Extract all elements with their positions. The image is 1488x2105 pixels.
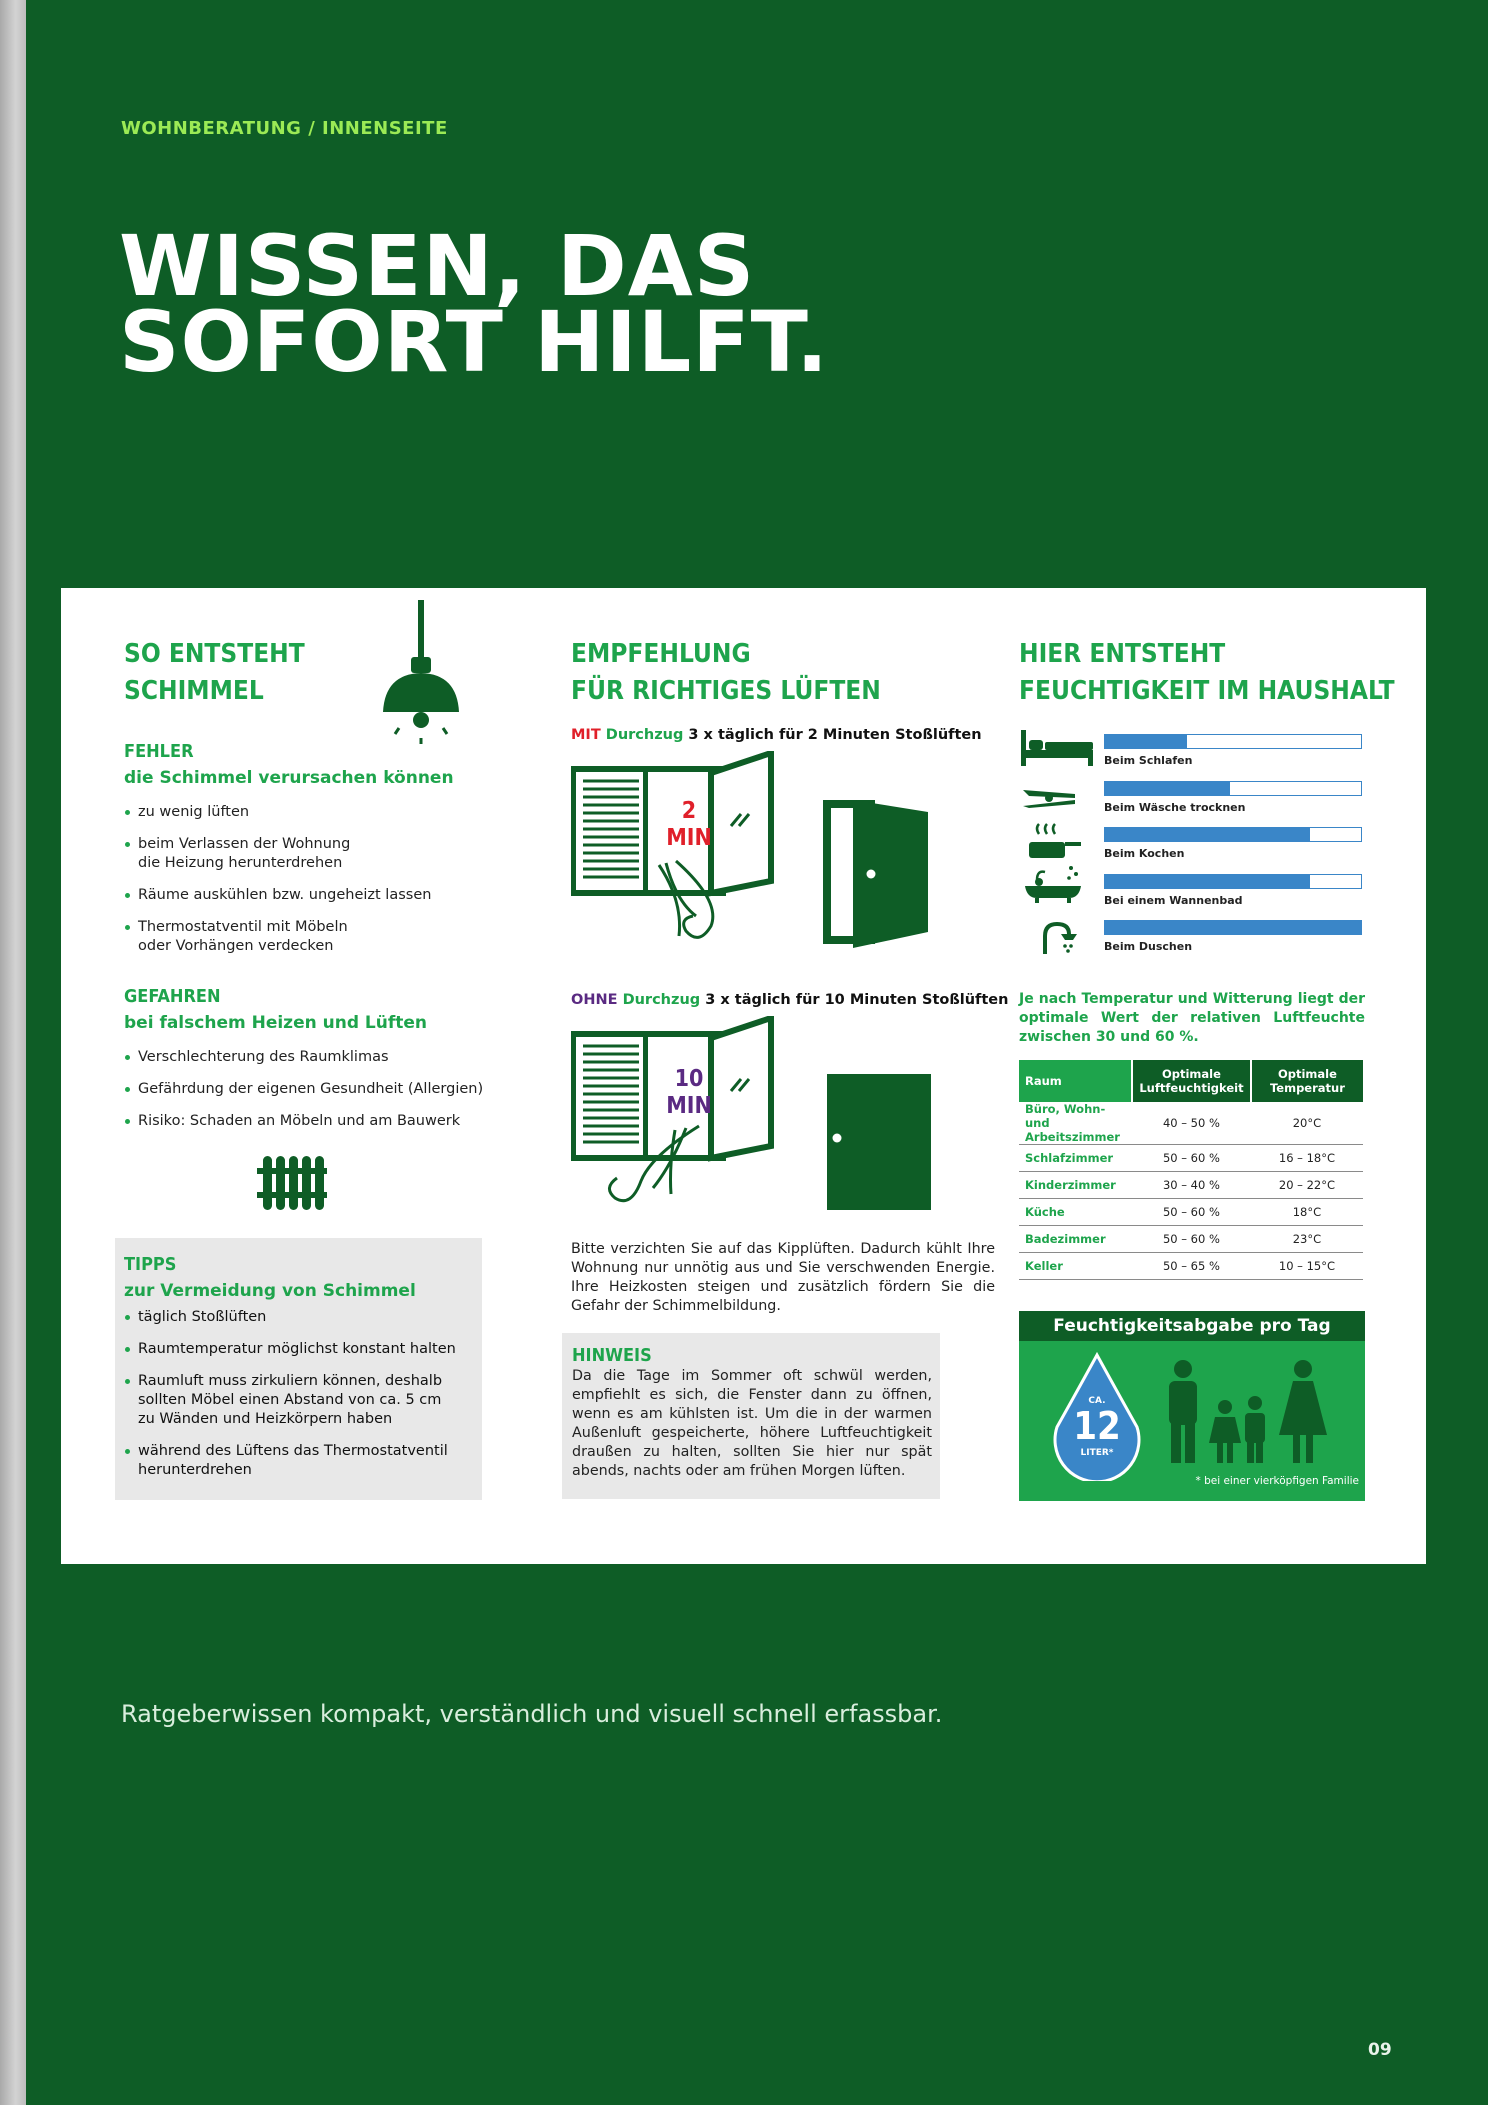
fehler-subheading: die Schimmel verursachen können: [124, 768, 454, 788]
hinweis-text: Da die Tage im Sommer oft schwül werden, empfiehlt es sich, die Fenster dann zu öffnen, wenn es am kühlsten ist. Um die in der warmen Außenluft gespeicherte, höhere Luftfeuchtigkeit draußen zu halten, sollten Sie hier nur spät abends, nachts oder am frühen Morgen lüften.: [572, 1368, 932, 1479]
moisture-bar-label: Beim Wäsche trocknen: [1104, 801, 1246, 814]
infographic-panel: [61, 588, 1426, 1564]
tipps-heading: TIPPS: [124, 1254, 177, 1275]
list-item: beim Verlassen der Wohnung die Heizung herunterdrehen: [124, 835, 454, 873]
luftfeuchte-note: Je nach Temperatur und Witterung liegt der optimale Wert der relativen Luftfeuchte zwischen 30 und 60 %.: [1019, 991, 1365, 1045]
table-row: [1019, 1226, 1363, 1253]
moisture-bar-fill: [1105, 921, 1361, 934]
list-item: Gefährdung der eigenen Gesundheit (Allergien): [124, 1080, 483, 1099]
table-cell: 50 – 65 %: [1132, 1253, 1251, 1280]
table-cell: Schlafzimmer: [1019, 1145, 1132, 1172]
table-header: Optimale Luftfeuchtigkeit: [1132, 1060, 1251, 1102]
table-header: Optimale Temperatur: [1251, 1060, 1363, 1102]
list-item: Thermostatventil mit Möbeln oder Vorhängen verdecken: [124, 918, 454, 956]
table-cell: 23°C: [1251, 1226, 1363, 1253]
table-cell: Keller: [1019, 1253, 1132, 1280]
mit-timer-label: 2 MIN: [666, 798, 712, 851]
table-cell: 20 – 22°C: [1251, 1172, 1363, 1199]
section-kicker: WOHNBERATUNG / INNENSEITE: [121, 118, 448, 139]
liter-value: CA. 12 LITER*: [1073, 1396, 1121, 1458]
tipps-box: [115, 1238, 482, 1500]
page-tagline: Ratgeberwissen kompakt, verständlich und visuell schnell erfassbar.: [121, 1700, 943, 1728]
list-item: täglich Stoßlüften: [124, 1308, 456, 1327]
kippluften-paragraph: Bitte verzichten Sie auf das Kipplüften. Dadurch kühlt Ihre Wohnung nur unnötig aus und Sie verschwenden Energie. Ihre Heizkosten steigen und zusätzlich fördern Sie die Gefahr der Schimmelbildung.: [571, 1241, 995, 1314]
list-item: Räume auskühlen bzw. ungeheizt lassen: [124, 886, 454, 905]
table-row: [1019, 1172, 1363, 1199]
feuchtigkeitsabgabe-box: [1019, 1311, 1365, 1501]
page-headline: [119, 217, 830, 391]
table-cell: 16 – 18°C: [1251, 1145, 1363, 1172]
moisture-bar-track: [1104, 734, 1362, 749]
moisture-bar-label: Bei einem Wannenbad: [1104, 894, 1243, 907]
table-row: [1019, 1199, 1363, 1226]
gefahren-heading: GEFAHREN: [124, 986, 221, 1007]
table-cell: Büro, Wohn- und Arbeitszimmer: [1019, 1102, 1132, 1145]
feuchtigkeitsabgabe-title: Feuchtigkeitsabgabe pro Tag: [1019, 1311, 1365, 1341]
moisture-bar-track: [1104, 827, 1362, 842]
table-cell: 50 – 60 %: [1132, 1226, 1251, 1253]
ceiling-lamp-icon: [371, 600, 471, 750]
abgabe-footnote: * bei einer vierköpfigen Familie: [1195, 1475, 1359, 1487]
radiator-icon: [257, 1154, 327, 1212]
table-row: [1019, 1145, 1363, 1172]
moisture-bar-track: [1104, 920, 1362, 935]
ohne-timer-label: 10 MIN: [666, 1066, 712, 1119]
gefahren-section: [124, 984, 483, 1144]
table-cell: 18°C: [1251, 1199, 1363, 1226]
family-icon: [1159, 1359, 1359, 1469]
table-cell: 40 – 50 %: [1132, 1102, 1251, 1145]
table-row: [1019, 1102, 1363, 1145]
headline-line-1: WISSEN, DAS: [119, 217, 756, 315]
moisture-bar-fill: [1105, 782, 1230, 795]
list-item: während des Lüftens das Thermostatventil herunterdrehen: [124, 1442, 456, 1480]
fehler-section: [124, 739, 454, 969]
list-item: Raumtemperatur möglichst konstant halten: [124, 1340, 456, 1359]
feuchtigkeit-title: HIER ENTSTEHT FEUCHTIGKEIT IM HAUSHALT: [1019, 639, 1395, 706]
gefahren-subheading: bei falschem Heizen und Lüften: [124, 1013, 428, 1033]
mit-durchzug-line: MIT Durchzug 3 x täglich für 2 Minuten Stoßlüften: [571, 727, 982, 743]
hinweis-heading: HINWEIS: [572, 1345, 652, 1366]
schimmel-title: SO ENTSTEHT SCHIMMEL: [124, 639, 305, 706]
list-item: zu wenig lüften: [124, 803, 454, 822]
list-item: Raumluft muss zirkuliern können, deshalb sollten Möbel einen Abstand von ca. 5 cm zu Wänden und Heizkörpern haben: [124, 1372, 456, 1429]
moisture-bar-track: [1104, 781, 1362, 796]
headline-line-2: SOFORT HILFT.: [119, 293, 830, 391]
table-header-row: [1019, 1060, 1363, 1102]
moisture-bar-label: Beim Duschen: [1104, 940, 1193, 953]
hinweis-box: [562, 1333, 940, 1499]
ohne-durchzug-line: OHNE Durchzug 3 x täglich für 10 Minuten Stoßlüften: [571, 992, 1009, 1008]
table-cell: Kinderzimmer: [1019, 1172, 1132, 1199]
table-cell: Küche: [1019, 1199, 1132, 1226]
table-cell: 10 – 15°C: [1251, 1253, 1363, 1280]
tipps-subheading: zur Vermeidung von Schimmel: [124, 1281, 416, 1301]
table-cell: 50 – 60 %: [1132, 1199, 1251, 1226]
page-spine: [0, 0, 26, 2105]
table-cell: 30 – 40 %: [1132, 1172, 1251, 1199]
shower-icon: [1039, 918, 1079, 958]
cooking-pot-icon: [1027, 822, 1083, 862]
fehler-heading: FEHLER: [124, 741, 194, 762]
moisture-bar-label: Beim Schlafen: [1104, 754, 1193, 767]
moisture-bar-track: [1104, 874, 1362, 889]
moisture-bar-fill: [1105, 735, 1187, 748]
moisture-bar-label: Beim Kochen: [1104, 847, 1185, 860]
bathtub-icon: [1023, 860, 1083, 904]
clothespin-icon: [1019, 784, 1081, 810]
table-cell: 20°C: [1251, 1102, 1363, 1145]
lueften-title: EMPFEHLUNG FÜR RICHTIGES LÜFTEN: [571, 639, 881, 706]
bed-icon: [1019, 728, 1095, 768]
list-item: Risiko: Schaden an Möbeln und am Bauwerk: [124, 1112, 483, 1131]
table-cell: Badezimmer: [1019, 1226, 1132, 1253]
table-cell: 50 – 60 %: [1132, 1145, 1251, 1172]
moisture-bar-fill: [1105, 875, 1310, 888]
moisture-bar-fill: [1105, 828, 1310, 841]
gefahren-list: [124, 1048, 483, 1131]
list-item: Verschlechterung des Raumklimas: [124, 1048, 483, 1067]
table-header: Raum: [1019, 1060, 1132, 1102]
climate-table: [1019, 1060, 1363, 1280]
table-row: [1019, 1253, 1363, 1280]
tipps-list: [124, 1308, 456, 1480]
page-number: 09: [1368, 2040, 1392, 2060]
fehler-list: [124, 803, 454, 956]
open-door-icon: [823, 792, 933, 952]
closed-door-icon: [823, 1072, 933, 1212]
